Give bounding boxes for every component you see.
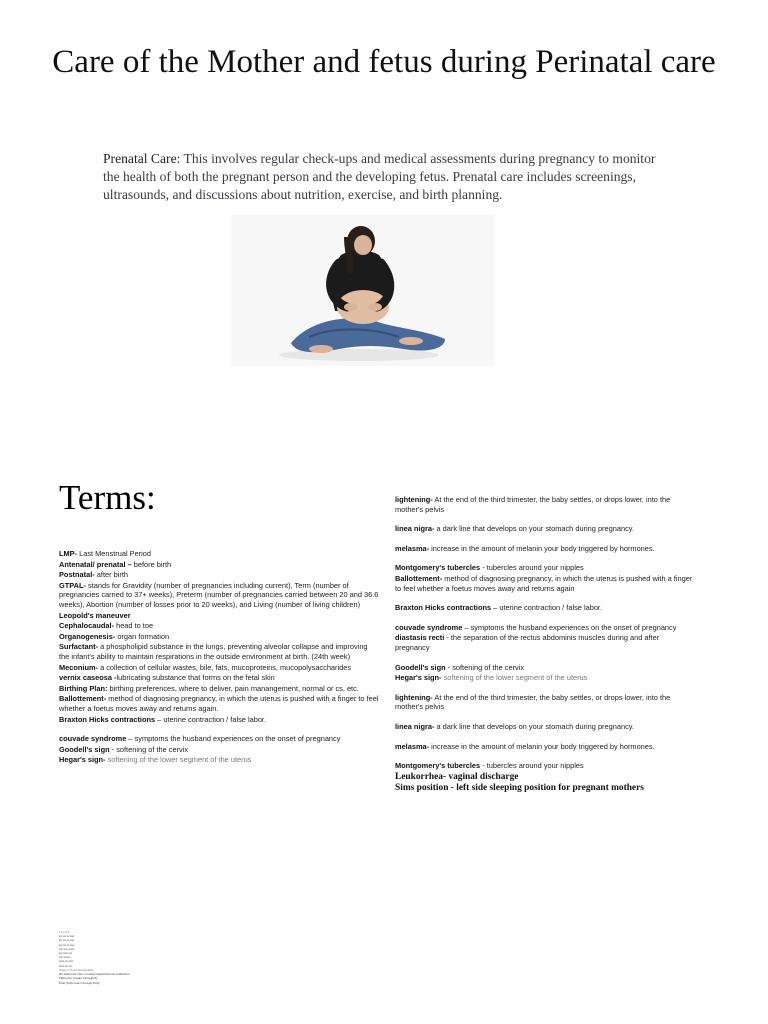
tiny-text-block: ▪ ▪ ▪ ▪ ▪ ▪ ▪▪▪ ▪▪▪ ▪▪ ▪▪▪▪ ▪▪▪ ▪▪▪ ▪▪ ▪▪▪▪ ▪▪▪ ▪▪▪ ▪▪ ▪▪▪▪ ▪▪▪▪ ▪▪▪▪ ▪▪▪▪▪ ▪▪▪ ▪▪▪▪▪ ▪▪▪ ▪▪▪▪ ▪▪▪▪▪▪ ▪▪▪▪▪ ▪▪▪ ▪▪▪▪ ▪▪▪▪▪ ▪▪▪ ▪▪▪ (59, 930, 75, 968)
term-entry: Montgomery's tubercles - tubercles around your nipples (395, 761, 584, 771)
term-entry: Birthing Plan: birthing preferences, where to deliver, pain manangement, normal or cs, etc. (59, 683, 359, 693)
term-entry: linea nigra- a dark line that develops on your stomach during pregnancy. (395, 721, 634, 731)
term-entry: Braxton Hicks contractions – uterine contraction / false labor. (395, 603, 603, 613)
term-entry: melasma- increase in the amount of melanin your body triggered by hormones. (395, 741, 655, 751)
term-entry: Meconium- a collection of cellular wastes, bile, fats, mucoproteins, mucopolysaccharides (59, 662, 352, 672)
fetal-stage-line: Fetal (from week 9 through birth) (59, 980, 100, 985)
term-entry: linea nigra- a dark line that develops on your stomach during pregnancy. (395, 524, 634, 534)
right-terms-column (395, 495, 695, 795)
term-entry: couvade syndrome – symptoms the husband experiences on the onset of pregnancy (59, 734, 341, 744)
fetal-development-block (59, 968, 179, 985)
term-entry: Surfactant- a phospholipid substance in the lungs, preventing alveolar collapse and improving the infant's ability to maintain respirations in the outside environment at birth. (24th week) (59, 642, 368, 661)
term-entry: Braxton Hicks contractions – uterine contraction / false labor. (59, 714, 267, 724)
term-entry: vernix caseosa -lubricating substance that forms on the fetal skin (59, 673, 275, 683)
term-entry: GTPAL- stands for Gravidity (number of pregnancies including current), Term (number of pregnancies carried to 37+ weeks), Preterm (number of pregnancies carried between 20 and 36.6 weeks), Abortion (number of losses prior to 20 weeks), and Living (number of living children) (59, 580, 379, 609)
fetal-stage-line: Pre-embryonic (first 2 weeks): implantation & fertilization (59, 972, 130, 977)
term-entry: lightening- At the end of the third trimester, the baby settles, or drops lower, into the mother's pelvis (395, 692, 671, 712)
term-entry: Antenatal/ prenatal – before birth (59, 559, 172, 569)
sims-position-line: Sims position - left side sleeping position for pregnant mothers (395, 783, 644, 794)
term-entry: Postnatal- after birth (59, 570, 129, 580)
term-entry: Hegar's sign- softening of the lower segment of the uterus (395, 673, 588, 683)
fetal-stage-line: Embryonic (weeks 3 through 8) (59, 976, 98, 981)
term-entry: Montgomery's tubercles - tubercles around your nipples (395, 563, 584, 573)
term-entry: Ballottement- method of diagnosing pregnancy, in which the uterus is pushed with a finger to feel whether a foetus moves away and returns again (395, 573, 693, 593)
pregnant-woman-illustration (231, 215, 495, 366)
term-entry: Organogenesis- organ formation (59, 631, 170, 641)
term-entry: Cephalocaudal- head to toe (59, 621, 154, 631)
intro-lead: Prenatal Care: (103, 151, 181, 166)
leukorrhea-line: Leukorrhea- vaginal discharge (395, 771, 519, 782)
term-entry: Ballottement- method of diagnosing pregnancy, in which the uterus is pushed with a finger to feel whether a foetus moves away and returns again. (59, 694, 379, 713)
term-entry: Goodell's sign - softening of the cervix (59, 744, 189, 754)
terms-heading: Terms: (59, 478, 156, 517)
term-entry: Goodell's sign - softening of the cervix (395, 662, 525, 672)
fetal-development-heading: Stages of Fetal Development (59, 968, 94, 972)
term-entry: couvade syndrome – symptoms the husband experiences on the onset of pregnancy (395, 622, 677, 632)
term-entry: diastasis recti - the separation of the rectus abdominis muscles during and after pregnancy (395, 633, 660, 652)
term-entry: melasma- increase in the amount of melanin your body triggered by hormones. (395, 543, 655, 553)
term-entry: Leopold's maneuver (59, 610, 131, 620)
intro-paragraph (103, 150, 663, 204)
term-entry: lightening- At the end of the third trimester, the baby settles, or drops lower, into the mother's pelvis (395, 495, 671, 514)
pregnant-woman-photo (231, 215, 495, 366)
term-entry: Hegar's sign- softening of the lower segment of the uterus (59, 755, 252, 765)
left-terms-column (59, 549, 379, 766)
term-entry: LMP- Last Menstrual Period (59, 549, 152, 558)
intro-text: This involves regular check-ups and medical assessments during pregnancy to monitor the health of both the pregnant person and the developing fetus. Prenatal care includes screenings, ultrasounds, and discussions about nutrition, exercise, and birth planning. (103, 151, 656, 202)
page-title: Care of the Mother and fetus during Perinatal care (52, 44, 716, 80)
